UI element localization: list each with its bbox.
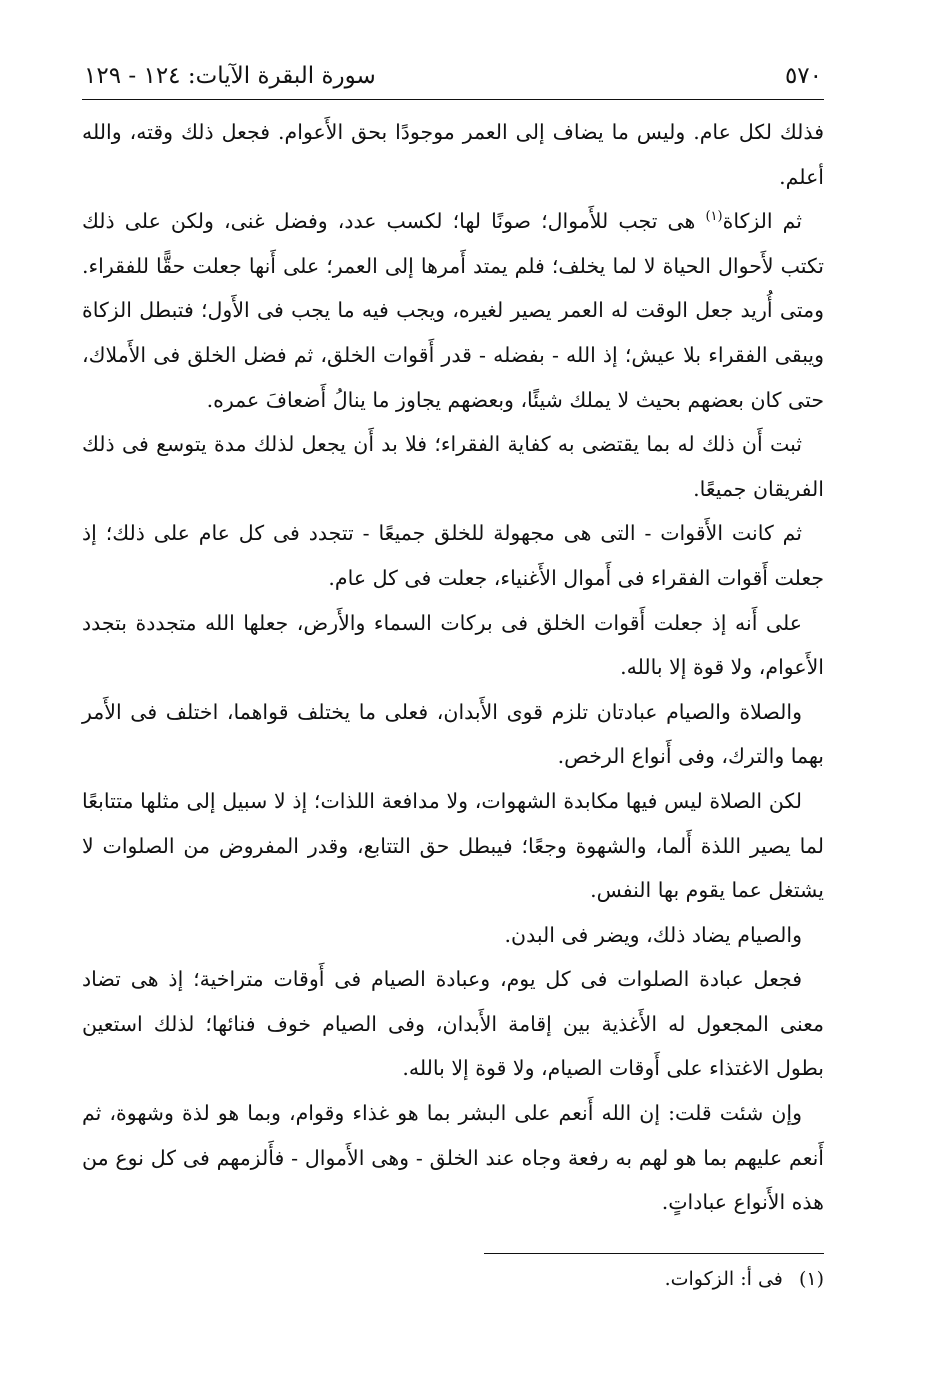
paragraph-text: هى تجب للأَموال؛ صونًا لها؛ لكسب عدد، وفضل غنى، ولكن على ذلك تكتب لأَحوال الحياة لا لما يخلف؛ فلم يمتد أَمرها إلى العمر؛ على أَنها جعلت حقًّا للفقراء. ومتى أُريد جعل الوقت له العمر يصير لغيره، ويجب فيه ما يجب فى الأَول؛ فتبطل الزكاة ويبقى الفقراء بلا عيش؛ إذ الله - بفضله - قدر أَقوات الخلق، ثم فضل الخلق فى الأَملاك، حتى كان بعضهم بحيث لا يملك شيئًا، وبعضهم يجاوز ما ينالُ أَضعافَ عمره. — [82, 209, 824, 412]
body-text — [82, 110, 824, 1225]
header-rule — [82, 99, 824, 100]
paragraph: ثبت أَن ذلك له بما يقتضى به كفاية الفقراء؛ فلا بد أَن يجعل لذلك مدة يتوسع فى ذلك الفريقان جميعًا. — [82, 432, 824, 501]
running-header — [82, 58, 824, 94]
paragraph: وإن شئت قلت: إن الله أَنعم على البشر بما هو غذاء وقوام، وبما هو لذة وشهوة، ثم أَنعم عليهم بما هو لهم به رفعة وجاه عند الخلق - وهى الأَموال - فأَلزمهم فى كل نوع من هذه الأَنواع عباداتٍ. — [82, 1101, 824, 1215]
footnote-reference: (١) — [705, 209, 723, 225]
paragraph: والصلاة والصيام عبادتان تلزم قوى الأَبدان، فعلى ما يختلف قواهما، اختلف فى الأَمر بهما والترك، وفى أَنواع الرخص. — [82, 699, 824, 769]
footnote-number: (١) — [798, 1267, 824, 1290]
page-number: ٥٧٠ — [784, 63, 822, 89]
paragraph — [82, 199, 824, 422]
footnote-text: فى أ: الزكوات. — [664, 1267, 783, 1290]
paragraph: ثم كانت الأَقوات - التى هى مجهولة للخلق جميعًا - تتجدد فى كل عام على ذلك؛ إذ جعلت أَقوات الفقراء فى أَموال الأَغنياء، جعلت فى كل عام. — [82, 521, 824, 590]
paragraph: فذلك لكل عام. وليس ما يضاف إلى العمر موجودًا بحق الأَعوام. فجعل ذلك وقته، والله أعلم. — [82, 120, 824, 189]
paragraph: فجعل عبادة الصلوات فى كل يوم، وعبادة الصيام فى أَوقات متراخية؛ إذ هى تضاد معنى المجعول له الأَغذية بين إقامة الأَبدان، وفى الصيام خوف فنائها؛ لذلك استعين بطول الاغتذاء على أَوقات الصيام، ولا قوة إلا بالله. — [82, 967, 824, 1081]
footnote-separator — [484, 1253, 824, 1254]
running-title: سورة البقرة الآيات: ١٢٤ - ١٢٩ — [84, 63, 376, 89]
paragraph: والصيام يضاد ذلك، ويضر فى البدن. — [504, 922, 802, 947]
paragraph: على أَنه إذ جعلت أَقوات الخلق فى بركات السماء والأَرض، جعلها الله متجددة بتجدد الأَعوام، ولا قوة إلا بالله. — [82, 610, 824, 680]
footnote — [82, 1262, 824, 1296]
paragraph-text: ثم الزكاة — [722, 209, 802, 234]
paragraph: لكن الصلاة ليس فيها مكابدة الشهوات، ولا مدافعة اللذات؛ إذ لا سبيل إلى مثلها متتابعًا لما يصير اللذة أَلما، والشهوة وجعًا؛ فيبطل حق التتابع، وقدر المفروض من الصلوات لا يشتغل عما يقوم بها النفس. — [82, 788, 824, 903]
book-page — [82, 58, 824, 1296]
